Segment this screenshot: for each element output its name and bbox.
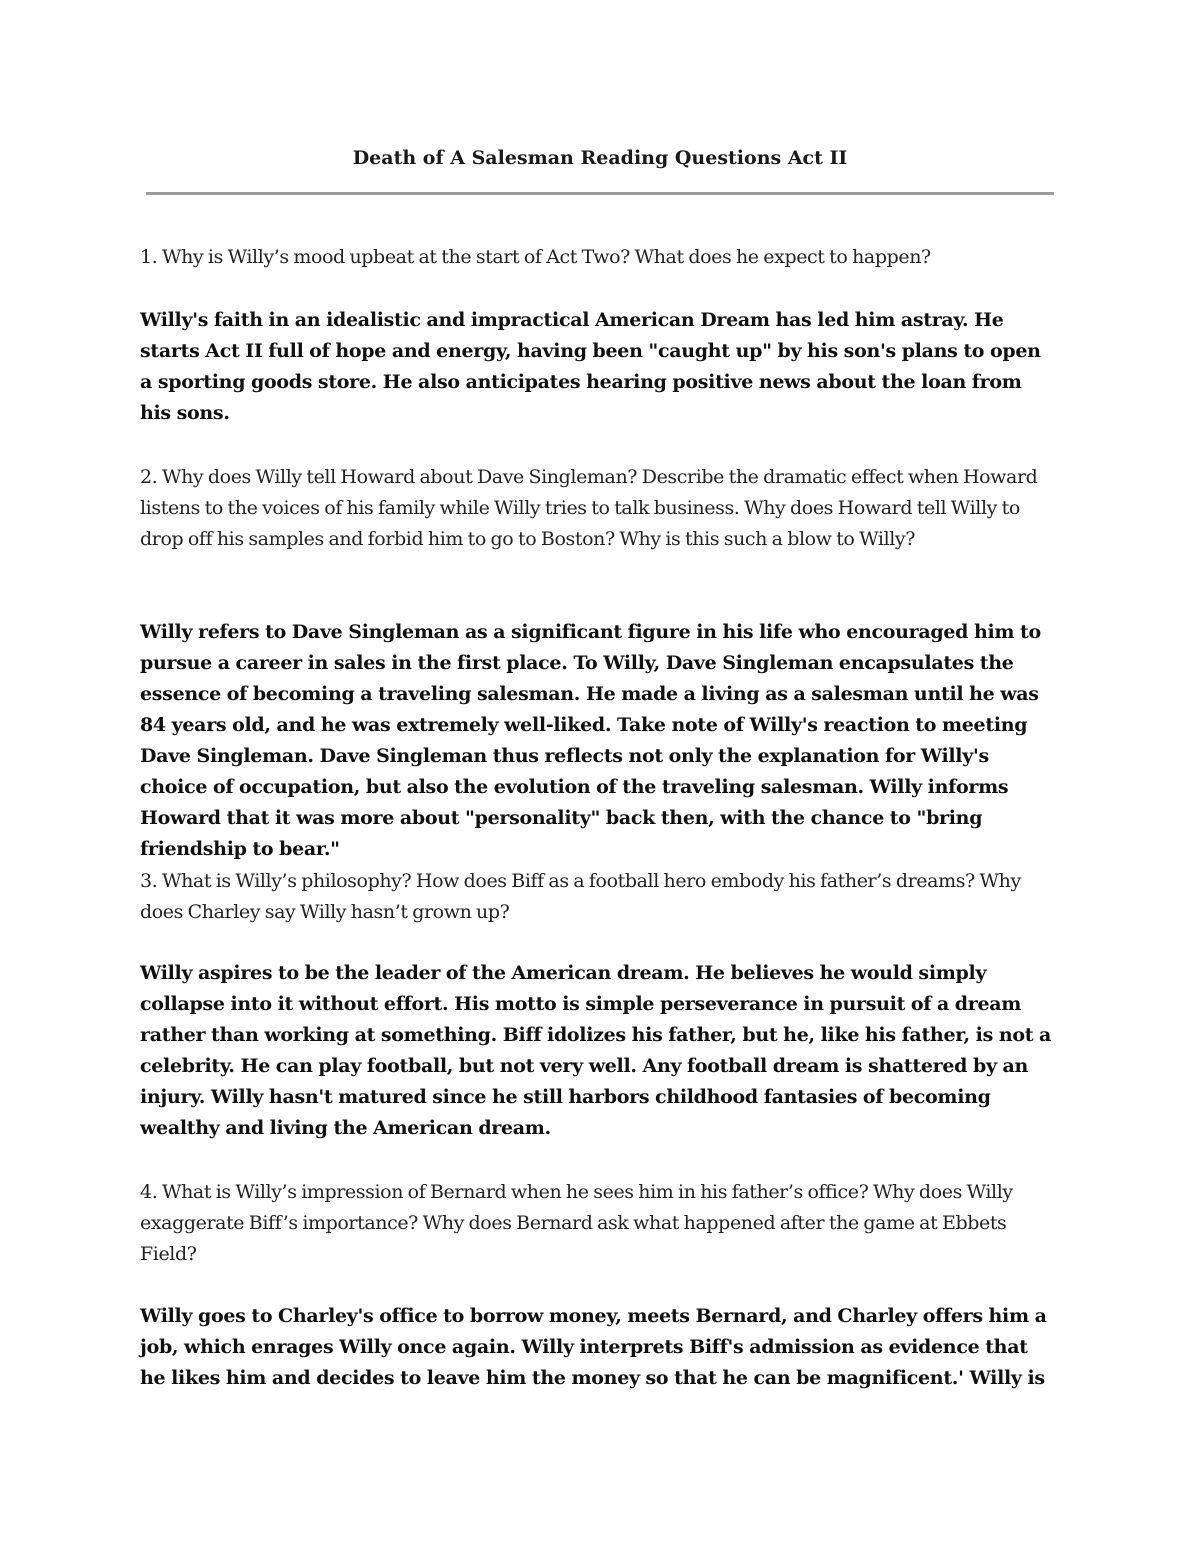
question-3: 3. What is Willy’s philosophy? How does Biff as a football hero embody his father’s dreams? Why does Charley say Willy hasn’t grown up? (140, 870, 1021, 923)
document-title: Death of A Salesman Reading Questions Act II (352, 147, 848, 169)
answer-4: Willy goes to Charley's office to borrow money, meets Bernard, and Charley offers him a job, which enrages Willy once again. Willy interprets Biff's admission as evidence that he likes him and decides to leave him the money so that he can be magnificent.' Willy is (140, 1305, 1047, 1389)
answer-1: Willy's faith in an idealistic and impractical American Dream has led him astray. He starts Act II full of hope and energy, having been "caught up" by his son's plans to open a sporting goods store. He also anticipates hearing positive news about the loan from his sons. (140, 309, 1041, 424)
question-4: 4. What is Willy’s impression of Bernard when he sees him in his father’s office? Why does Willy exaggerate Biff’s importance? Why does Bernard ask what happened after the game at Ebbets Field? (140, 1181, 1013, 1265)
answer-2: Willy refers to Dave Singleman as a significant figure in his life who encouraged him to pursue a career in sales in the first place. To Willy, Dave Singleman encapsulates the essence of becoming a traveling salesman. He made a living as a salesman until he was 84 years old, and he was extremely well-liked. Take note of Willy's reaction to meeting Dave Singleman. Dave Singleman thus reflects not only the explanation for Willy's choice of occupation, but also the evolution of the traveling salesman. Willy informs Howard that it was more about "personality" back then, with the chance to "bring friendship to bear." (140, 621, 1041, 860)
title-divider (146, 192, 1054, 195)
question-1: 1. Why is Willy’s mood upbeat at the start of Act Two? What does he expect to happen? (140, 246, 931, 268)
answer-3: Willy aspires to be the leader of the American dream. He believes he would simply collapse into it without effort. His motto is simple perseverance in pursuit of a dream rather than working at something. Biff idolizes his father, but he, like his father, is not a celebrity. He can play football, but not very well. Any football dream is shattered by an injury. Willy hasn't matured since he still harbors childhood fantasies of becoming wealthy and living the American dream. (140, 962, 1052, 1139)
question-2: 2. Why does Willy tell Howard about Dave Singleman? Describe the dramatic effect when Howard listens to the voices of his family while Willy tries to talk business. Why does Howard tell Willy to drop off his samples and forbid him to go to Boston? Why is this such a blow to Willy? (140, 466, 1038, 550)
